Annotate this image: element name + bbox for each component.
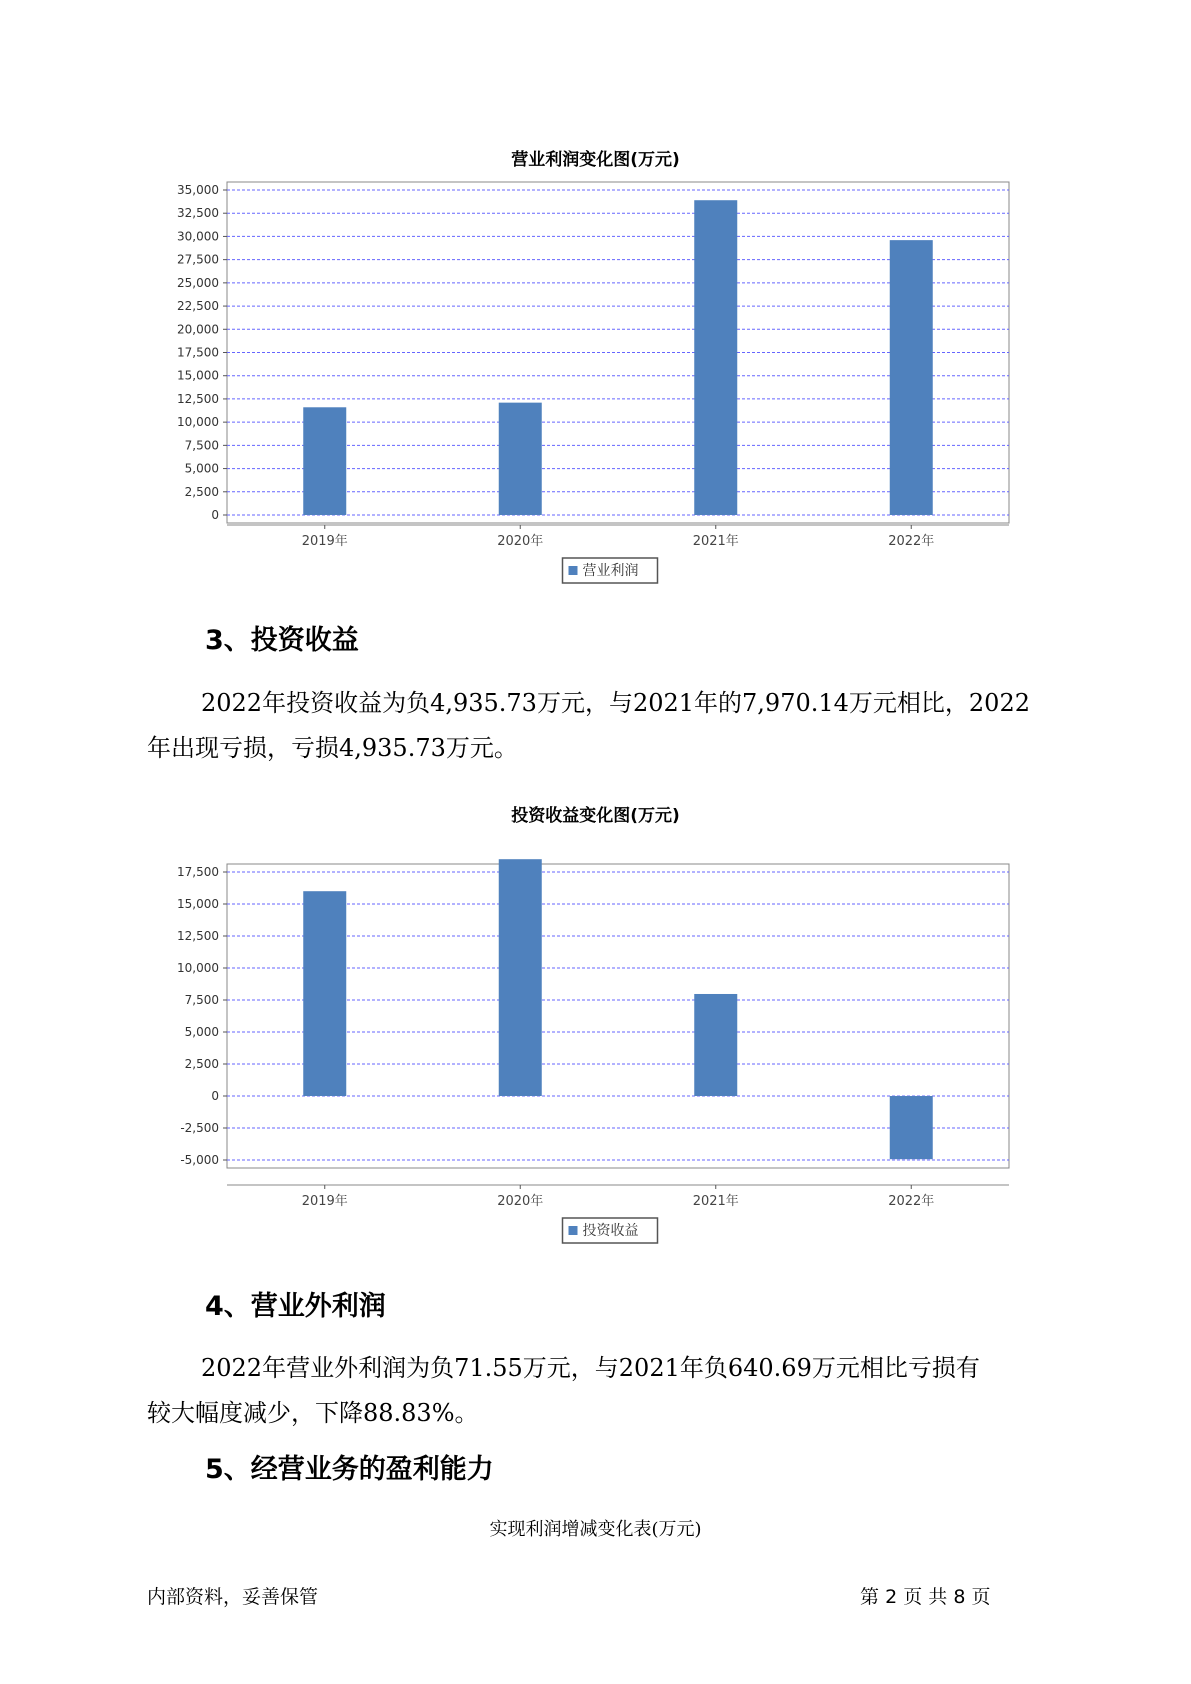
y-tick-label: 12,500	[177, 391, 219, 406]
section-3-paragraph	[147, 681, 1082, 771]
y-tick-label: 2,500	[184, 1057, 219, 1071]
x-tick-label: 2020年	[497, 534, 544, 549]
bar	[303, 407, 346, 515]
x-tick-label: 2020年	[497, 1194, 544, 1209]
bar	[694, 200, 737, 515]
footer-confidential-note: 内部资料，妥善保管	[147, 1586, 319, 1608]
bar	[694, 994, 737, 1096]
section-3-line-1: 2022年投资收益为负4,935.73万元，与2021年的7,970.14万元相比，2022	[201, 689, 1030, 717]
table-caption: 实现利润增减变化表(万元)	[489, 1519, 702, 1540]
x-tick-label: 2022年	[888, 534, 935, 549]
investment-income-chart-title: 投资收益变化图(万元)	[511, 806, 680, 826]
x-tick-label: 2021年	[692, 1194, 739, 1209]
y-tick-label: 17,500	[177, 865, 219, 879]
x-tick-label: 2019年	[301, 1194, 348, 1209]
section-4-paragraph	[147, 1346, 1082, 1436]
operating-profit-chart-title: 营业利润变化图(万元)	[511, 150, 680, 170]
y-tick-label: 15,000	[177, 897, 219, 911]
bar	[303, 891, 346, 1096]
y-tick-label: 7,500	[184, 438, 219, 453]
y-tick-label: 17,500	[177, 345, 219, 360]
page-total-prefix: 共	[928, 1586, 948, 1608]
section-4-line-1: 2022年营业外利润为负71.55万元，与2021年负640.69万元相比亏损有	[201, 1354, 980, 1382]
legend-swatch	[569, 1226, 578, 1235]
y-tick-label: 22,500	[177, 299, 219, 314]
page-total: 8	[953, 1586, 966, 1608]
y-tick-label: 10,000	[177, 415, 219, 430]
y-tick-label: -5,000	[180, 1153, 219, 1167]
y-tick-label: 30,000	[177, 229, 219, 244]
investment-income-chart	[0, 835, 1191, 1255]
y-tick-label: 32,500	[177, 206, 219, 221]
page-current: 2	[885, 1586, 898, 1608]
x-tick-label: 2022年	[888, 1194, 935, 1209]
legend-label: 营业利润	[582, 563, 639, 579]
bar	[499, 403, 542, 515]
footer-page-number	[860, 1582, 990, 1609]
section-3-line-2: 年出现亏损，亏损4,935.73万元。	[147, 734, 518, 762]
y-tick-label: 5,000	[184, 1025, 219, 1039]
x-tick-label: 2019年	[301, 534, 348, 549]
y-tick-label: 15,000	[177, 368, 219, 383]
x-tick-label: 2021年	[692, 534, 739, 549]
legend-swatch	[569, 566, 578, 575]
y-tick-label: 2,500	[184, 484, 219, 499]
y-tick-label: 10,000	[177, 961, 219, 975]
y-tick-label: 20,000	[177, 322, 219, 337]
section-4-heading: 4、营业外利润	[205, 1291, 386, 1322]
bar	[890, 1096, 933, 1159]
page-suffix: 页	[971, 1586, 991, 1608]
page-prefix: 第	[860, 1586, 880, 1608]
y-tick-label: 7,500	[184, 993, 219, 1007]
y-tick-label: 27,500	[177, 252, 219, 267]
y-tick-label: 0	[211, 1089, 219, 1103]
section-3-heading: 3、投资收益	[205, 625, 359, 656]
y-tick-label: 0	[211, 508, 219, 522]
legend-label: 投资收益	[582, 1223, 639, 1239]
section-5-heading: 5、经营业务的盈利能力	[205, 1454, 494, 1485]
bar	[499, 859, 542, 1096]
y-tick-label: 25,000	[177, 275, 219, 290]
section-4-line-2: 较大幅度减少，下降88.83%。	[147, 1399, 479, 1427]
y-tick-label: -2,500	[180, 1121, 219, 1135]
y-tick-label: 35,000	[177, 183, 219, 197]
y-tick-label: 5,000	[184, 461, 219, 476]
y-tick-label: 12,500	[177, 929, 219, 943]
page-mid: 页	[903, 1586, 923, 1608]
operating-profit-chart	[0, 175, 1191, 595]
bar	[890, 240, 933, 515]
